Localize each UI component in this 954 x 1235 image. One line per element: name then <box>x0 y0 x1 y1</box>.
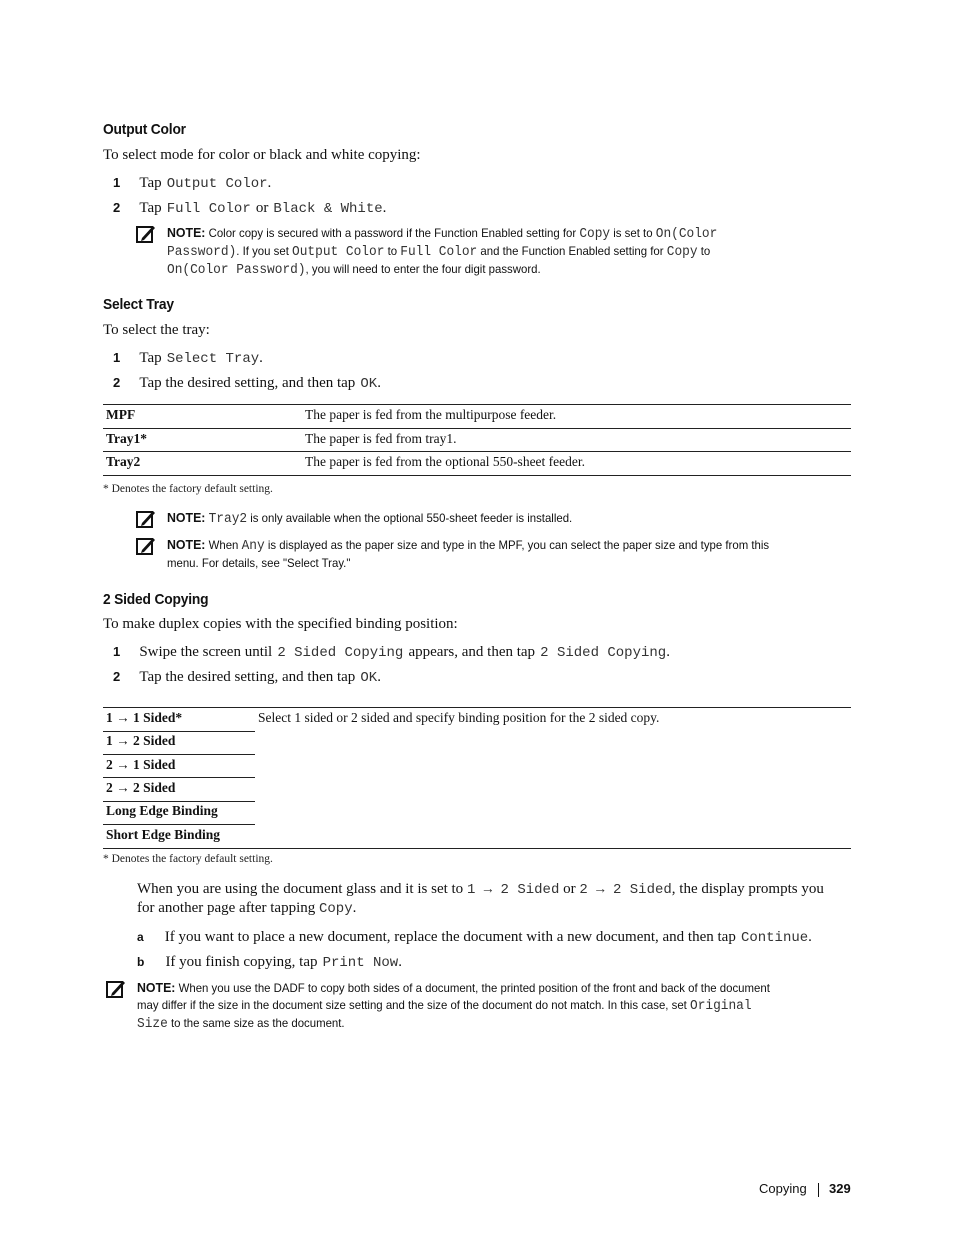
note-pencil-icon <box>136 224 156 244</box>
output-color-step-2: 2 Tap Full Color or Black & White. <box>113 200 387 217</box>
note-pencil-icon <box>136 509 156 529</box>
heading-output-color: Output Color <box>103 121 186 138</box>
two-sided-footnote: * Denotes the factory default setting. <box>103 853 273 865</box>
two-sided-paragraph: When you are using the document glass and it is set to 1 → 2 Sided or 2 → 2 Sided, the display prompts you for another page after tapping Copy. <box>137 881 824 917</box>
table-rule <box>103 824 255 825</box>
heading-select-tray: Select Tray <box>103 296 174 313</box>
two-sided-step-1: 1 Swipe the screen until 2 Sided Copying appears, and then tap 2 Sided Copying. <box>113 644 670 661</box>
heading-2-sided-copying: 2 Sided Copying <box>103 591 209 608</box>
two-sided-step-2: 2 Tap the desired setting, and then tap OK. <box>113 669 381 686</box>
table-rule <box>103 475 851 476</box>
table-rule <box>103 404 851 405</box>
two-sided-option: 2 → 2 Sided <box>106 780 176 795</box>
any-note: NOTE: When Any is displayed as the paper size and type in the MPF, you can select the paper size and type from this menu. For details, see "Select Tray." <box>167 537 770 570</box>
footer-section-title: Copying <box>759 1181 807 1196</box>
table-rule <box>103 707 851 708</box>
two-sided-intro: To make duplex copies with the specified binding position: <box>103 616 458 632</box>
tray-table-desc: The paper is fed from the optional 550-sheet feeder. <box>305 454 586 469</box>
tray-table-key: Tray1* <box>106 431 147 446</box>
tray-footnote: * Denotes the factory default setting. <box>103 483 273 495</box>
table-rule <box>103 451 851 452</box>
table-rule <box>103 428 851 429</box>
output-color-note: NOTE: Color copy is secured with a password if the Function Enabled setting for Copy is set to On(Color Password). If you set Output Color to Full Color and the Function Enabled setting for Copy to On(Color Password), you will need to enter the four digit password. <box>167 225 718 278</box>
table-rule <box>103 777 255 778</box>
table-rule <box>103 801 255 802</box>
output-color-step-1: 1 Tap Output Color. <box>113 175 272 192</box>
two-sided-sub-b: b If you finish copying, tap Print Now. <box>137 954 402 971</box>
tray-table-key: Tray2 <box>106 454 141 469</box>
select-tray-intro: To select the tray: <box>103 322 210 338</box>
tray-table-desc: The paper is fed from the multipurpose feeder. <box>305 407 557 422</box>
select-tray-step-2: 2 Tap the desired setting, and then tap OK. <box>113 375 381 392</box>
note-pencil-icon <box>136 536 156 556</box>
tray2-note: NOTE: Tray2 is only available when the optional 550-sheet feeder is installed. <box>167 510 573 527</box>
table-rule <box>103 754 255 755</box>
two-sided-option: Long Edge Binding <box>106 803 218 818</box>
two-sided-sub-a: a If you want to place a new document, replace the document with a new document, and then tap Continue. <box>137 929 812 946</box>
table-rule <box>103 848 851 849</box>
tray-table-key: MPF <box>106 407 136 422</box>
two-sided-option: 1 → 1 Sided* <box>106 710 183 725</box>
footer-separator <box>818 1183 819 1197</box>
two-sided-option: 2 → 1 Sided <box>106 757 176 772</box>
two-sided-option: Short Edge Binding <box>106 827 221 842</box>
table-rule <box>103 731 255 732</box>
output-color-intro: To select mode for color or black and white copying: <box>103 147 421 163</box>
dadf-note: NOTE: When you use the DADF to copy both sides of a document, the printed position of the front and back of the document may differ if the size in the document size setting and the size of the document do not match. In this case, set Original Size to the same size as the document. <box>137 980 770 1032</box>
page-number: 329 <box>829 1181 851 1196</box>
two-sided-table-desc: Select 1 sided or 2 sided and specify binding position for the 2 sided copy. <box>258 710 660 725</box>
two-sided-option: 1 → 2 Sided <box>106 733 176 748</box>
tray-table-desc: The paper is fed from tray1. <box>305 431 457 446</box>
select-tray-step-1: 1 Tap Select Tray. <box>113 350 263 367</box>
note-pencil-icon <box>106 979 126 999</box>
